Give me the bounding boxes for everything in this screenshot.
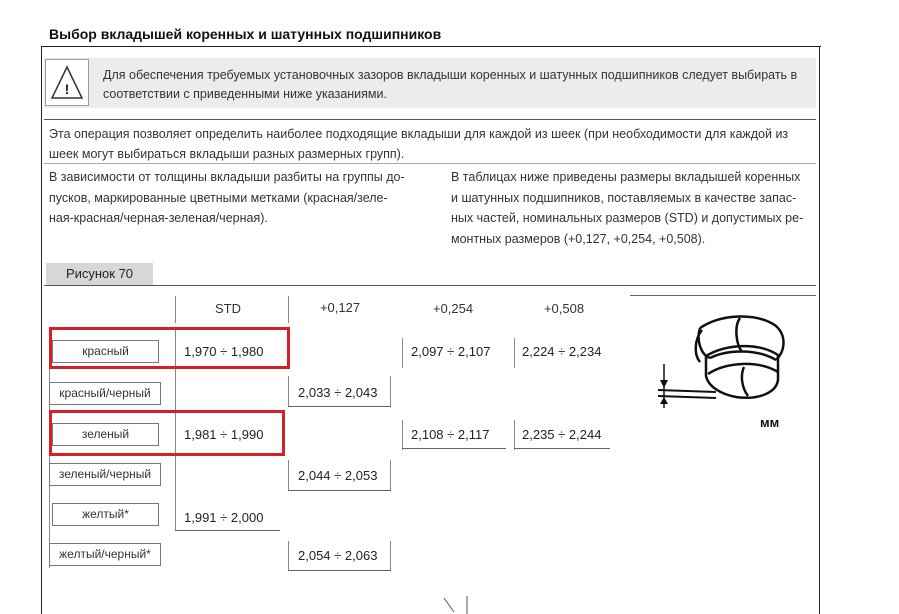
grid-line — [402, 338, 403, 368]
row-label-red-black: красный/черный — [49, 382, 161, 405]
cell-green-p0508: 2,235 ÷ 2,244 — [522, 427, 602, 442]
cell-green-std: 1,981 ÷ 1,990 — [184, 427, 264, 442]
warning-icon — [45, 59, 89, 106]
header-p0127: +0,127 — [319, 300, 361, 315]
cell-red-black-p0127: 2,033 ÷ 2,043 — [298, 385, 378, 400]
svg-text:!: ! — [64, 81, 70, 97]
grid-line — [288, 570, 391, 571]
section-divider — [44, 119, 816, 120]
left-margin-line — [41, 47, 42, 614]
row-label-green: зеленый — [52, 423, 159, 446]
grid-line — [630, 295, 816, 296]
cell-red-std: 1,970 ÷ 1,980 — [184, 344, 264, 359]
grid-line — [288, 296, 289, 323]
text-line: В таблицах ниже приведены размеры вкладышей коренных — [451, 170, 801, 184]
grid-line — [390, 460, 391, 490]
grid-line — [390, 376, 391, 406]
cell-red-p0254: 2,097 ÷ 2,107 — [411, 344, 491, 359]
row-label-yellow: желтый* — [52, 503, 159, 526]
grid-line — [390, 541, 391, 571]
grid-line — [175, 296, 176, 323]
highlight-green-row — [49, 410, 285, 456]
grid-line — [175, 530, 280, 531]
header-p0254: +0,254 — [432, 301, 474, 316]
text-line: В зависимости от толщины вкладыши разбиты на группы до- — [49, 170, 405, 184]
grid-line — [288, 490, 391, 491]
figure-divider — [44, 285, 816, 286]
grid-line — [288, 406, 391, 407]
highlight-red-row — [49, 327, 290, 369]
unit-label: мм — [760, 415, 780, 430]
bearing-shell-icon — [636, 300, 816, 420]
grid-line — [288, 541, 289, 571]
text-line: пусков, маркированные цветными метками (красная/зеле- — [49, 190, 388, 205]
grid-line — [402, 420, 403, 450]
grid-line — [288, 376, 289, 406]
text-line: ная-красная/черная-зеленая/черная). — [49, 211, 268, 225]
cell-red-p0508: 2,224 ÷ 2,234 — [522, 344, 602, 359]
cell-green-black-p0127: 2,044 ÷ 2,053 — [298, 468, 378, 483]
right-column-text — [451, 167, 816, 249]
text-line: ных частей, номинальных размеров (STD) и допустимых ре- — [451, 211, 804, 225]
cell-yellow-black-p0127: 2,054 ÷ 2,063 — [298, 548, 378, 563]
title-divider — [41, 46, 821, 47]
warning-text: Для обеспечения требуемых установочных зазоров вкладыши коренных и шатунных подшипников следует выбирать в соответствии с приведенными ниже указаниями. — [103, 68, 798, 101]
left-column-text — [49, 167, 419, 229]
grid-line — [514, 448, 610, 449]
paragraph-divider — [44, 163, 816, 164]
right-margin-line — [819, 47, 820, 614]
text-line: и шатунных подшипников, поставляемых в качестве запас- — [451, 190, 797, 205]
cell-green-p0254: 2,108 ÷ 2,117 — [411, 427, 490, 442]
header-std: STD — [215, 301, 241, 316]
partial-figure-mark — [440, 596, 480, 614]
grid-line — [514, 338, 515, 368]
row-label-green-black: зеленый/черный — [49, 463, 161, 486]
row-label-yellow-black: желтый/черный* — [49, 543, 161, 566]
grid-line — [514, 420, 515, 450]
grid-line — [402, 448, 506, 449]
text-line: монтных размеров (+0,127, +0,254, +0,508). — [451, 231, 706, 246]
header-p0508: +0,508 — [543, 301, 585, 316]
row-label-red: красный — [52, 340, 159, 363]
cell-yellow-std: 1,991 ÷ 2,000 — [184, 510, 264, 525]
grid-line — [288, 460, 289, 490]
page-title: Выбор вкладышей коренных и шатунных подшипников — [49, 26, 442, 42]
intro-paragraph: Эта операция позволяет определить наиболее подходящие вкладыши для каждой из шеек (при необходимости для каждой из шеек могут выбираться вкладыши разных размерных групп). — [49, 127, 789, 161]
figure-label: Рисунок 70 — [46, 263, 153, 285]
